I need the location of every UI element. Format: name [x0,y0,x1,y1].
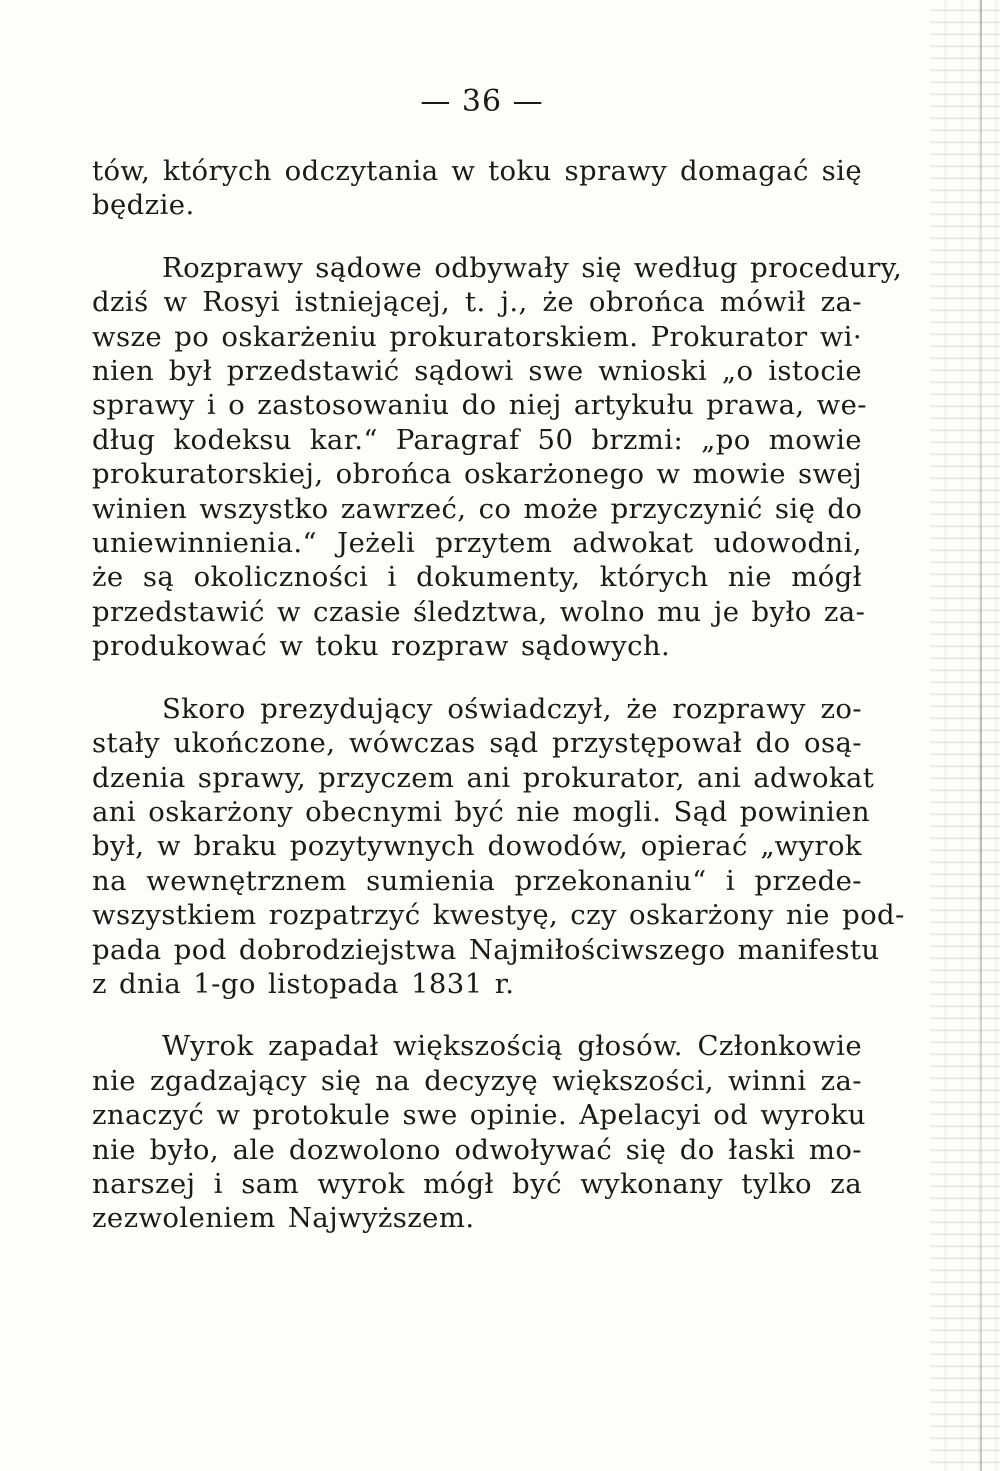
text-line: na wewnętrznem sumienia przekonaniu“ i przede- [92,864,862,897]
text-line: był, w braku pozytywnych dowodów, opierać „wyrok [92,830,862,863]
paragraph-gap [92,1001,862,1029]
paragraph [92,251,903,664]
text-line: dług kodeksu kar.“ Paragraf 50 brzmi: „po mowie [92,423,862,456]
text-line: Wyrok zapadał większością głosów. Członkowie [162,1030,862,1063]
text-line: dzenia sprawy, przyczem ani prokurator, ani adwokat [92,761,875,794]
text-line: prokuratorskiej, obrońca oskarżonego w mowie swej [92,458,863,491]
text-line: ani oskarżony obecnymi być nie mogli. Sąd powinien [92,795,870,828]
text-line: zezwoleniem Najwyższem. [92,1202,475,1235]
text-line: znaczyć w protokule swe opinie. Apelacyi od wyroku [92,1099,866,1132]
paragraph [92,1029,866,1235]
text-line: produkować w toku rozpraw sądowych. [92,630,671,663]
page-edge-line [980,0,982,1471]
text-line: tów, których odczytania w toku sprawy domagać się [92,155,862,187]
paragraph-gap [92,664,862,692]
text-line: przedstawić w czasie śledztwa, wolno mu je było za- [92,595,866,628]
text-line: Rozprawy sądowe odbywały się według procedury, [162,251,903,284]
text-line: nien był przedstawić sądowi swe wnioski „o istocie [92,355,862,388]
text-line: dziś w Rosyi istniejącej, t. j., że obrońca mówił za- [92,286,862,319]
text-line: że są okoliczności i dokumenty, których nie mógł [92,561,862,594]
text-line: pada pod dobrodziejstwa Najmiłościwszego manifestu [92,933,880,966]
body-text [92,154,905,1236]
paragraph [92,692,905,1002]
text-line: winien wszystko zawrzeć, co może przyczynić się do [92,492,863,525]
text-line: sprawy i o zastosowaniu do niej artykułu prawa, we- [92,389,867,422]
text-line: narszej i sam wyrok mógł być wykonany tylko za [92,1167,862,1200]
text-line: nie było, ale dozwolono odwoływać się do łaski mo- [92,1133,862,1166]
text-line: uniewinnienia.“ Jeżeli przytem adwokat udowodni, [92,527,862,560]
paragraph-gap [92,223,862,251]
text-line: stały ukończone, wówczas sąd przystępował do osą- [92,727,862,760]
text-line: z dnia 1-go listopada 1831 r. [92,967,515,1000]
text-line: wszystkiem rozpatrzyć kwestyę, czy oskarżony nie pod- [92,899,905,932]
text-line: wsze po oskarżeniu prokuratorskiem. Prokurator wi· [92,320,862,353]
text-line: będzie. [92,189,195,222]
text-line: nie zgadzający się na decyzyę większości, winni za- [92,1064,862,1097]
text-line: Skoro prezydujący oświadczył, że rozprawy zo- [162,692,862,725]
page-number: — 36 — [420,84,544,119]
paragraph [92,154,862,223]
page-edge-shadow [930,0,1000,1471]
